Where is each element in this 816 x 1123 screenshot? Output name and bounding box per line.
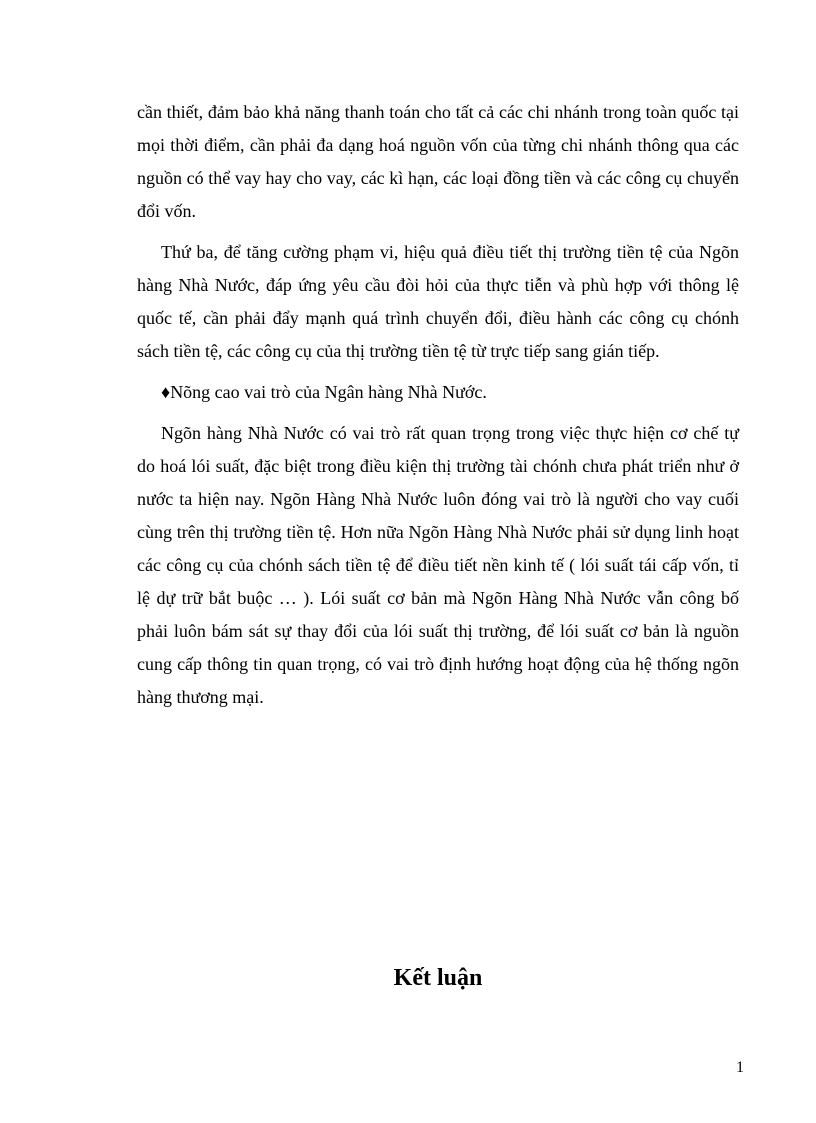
- document-body: [137, 96, 739, 714]
- paragraph-vai-tro: Ngõn hàng Nhà Nước có vai trò rất quan trọng trong việc thực hiện cơ chế tự do hoá lói suất, đặc biệt trong điều kiện thị trường tài chónh chưa phát triển như ở nước ta hiện nay. Ngõn Hàng Nhà Nước luôn đóng vai trò là người cho vay cuối cùng trên thị trường tiền tệ. Hơn nữa Ngõn Hàng Nhà Nước phải sử dụng linh hoạt các công cụ của chónh sách tiền tệ để điều tiết nền kinh tế ( lói suất tái cấp vốn, tỉ lệ dự trữ bắt buộc … ). Lói suất cơ bản mà Ngõn Hàng Nhà Nước vẫn công bố phải luôn bám sát sự thay đổi của lói suất thị trường, để lói suất cơ bản là nguồn cung cấp thông tin quan trọng, có vai trò định hướng hoạt động của hệ thống ngõn hàng thương mại.: [137, 423, 739, 707]
- bullet-heading: [137, 376, 739, 409]
- paragraph-continuation: cần thiết, đảm bảo khả năng thanh toán cho tất cả các chi nhánh trong toàn quốc tại mọi thời điểm, cần phải đa dạng hoá nguồn vốn của từng chi nhánh thông qua các nguồn có thể vay hay cho vay, các kì hạn, các loại đồng tiền và các công cụ chuyển đổi vốn.: [137, 102, 739, 221]
- bullet-heading-text: Nõng cao vai trò của Ngân hàng Nhà Nước.: [170, 382, 487, 402]
- page-number: 1: [736, 1059, 744, 1076]
- paragraph-thu-ba: Thứ ba, để tăng cường phạm vi, hiệu quả điều tiết thị trường tiền tệ của Ngõn hàng Nhà Nước, đáp ứng yêu cầu đòi hỏi của thực tiễn và phù hợp với thông lệ quốc tế, cần phải đẩy mạnh quá trình chuyển đổi, điều hành các công cụ chónh sách tiền tệ, các công cụ của thị trường tiền tệ từ trực tiếp sang gián tiếp.: [137, 242, 739, 361]
- section-heading: Kết luận: [393, 965, 483, 991]
- diamond-bullet-icon: ♦: [161, 382, 171, 402]
